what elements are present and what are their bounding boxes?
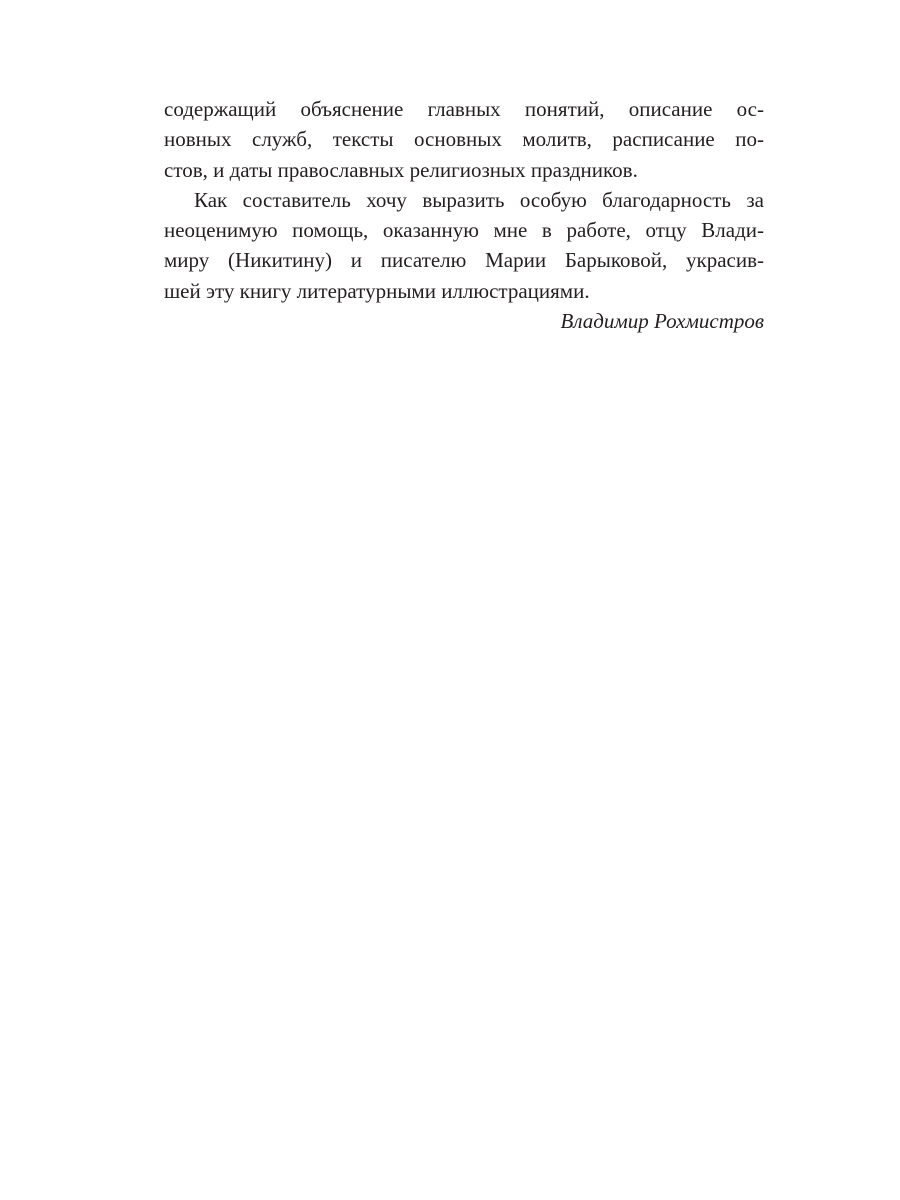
paragraph-2	[164, 185, 764, 306]
text-line: шей эту книгу литературными иллюстрациями.	[164, 278, 590, 303]
text-line: миру (Никитину) и писателю Марии Барыковой, украсив-	[164, 248, 764, 273]
text-line: новных служб, тексты основных молитв, расписание по-	[164, 127, 764, 152]
paragraph-1	[164, 94, 764, 185]
text-line: стов, и даты православных религиозных праздников.	[164, 157, 638, 182]
body-text	[164, 94, 764, 336]
author-signature: Владимир Рохмистров	[560, 309, 764, 334]
text-line: содержащий объяснение главных понятий, описание ос-	[164, 97, 764, 121]
text-line: неоценимую помощь, оказанную мне в работе, отцу Влади-	[164, 218, 764, 243]
text-line: Как составитель хочу выразить особую благодарность за	[194, 187, 764, 212]
